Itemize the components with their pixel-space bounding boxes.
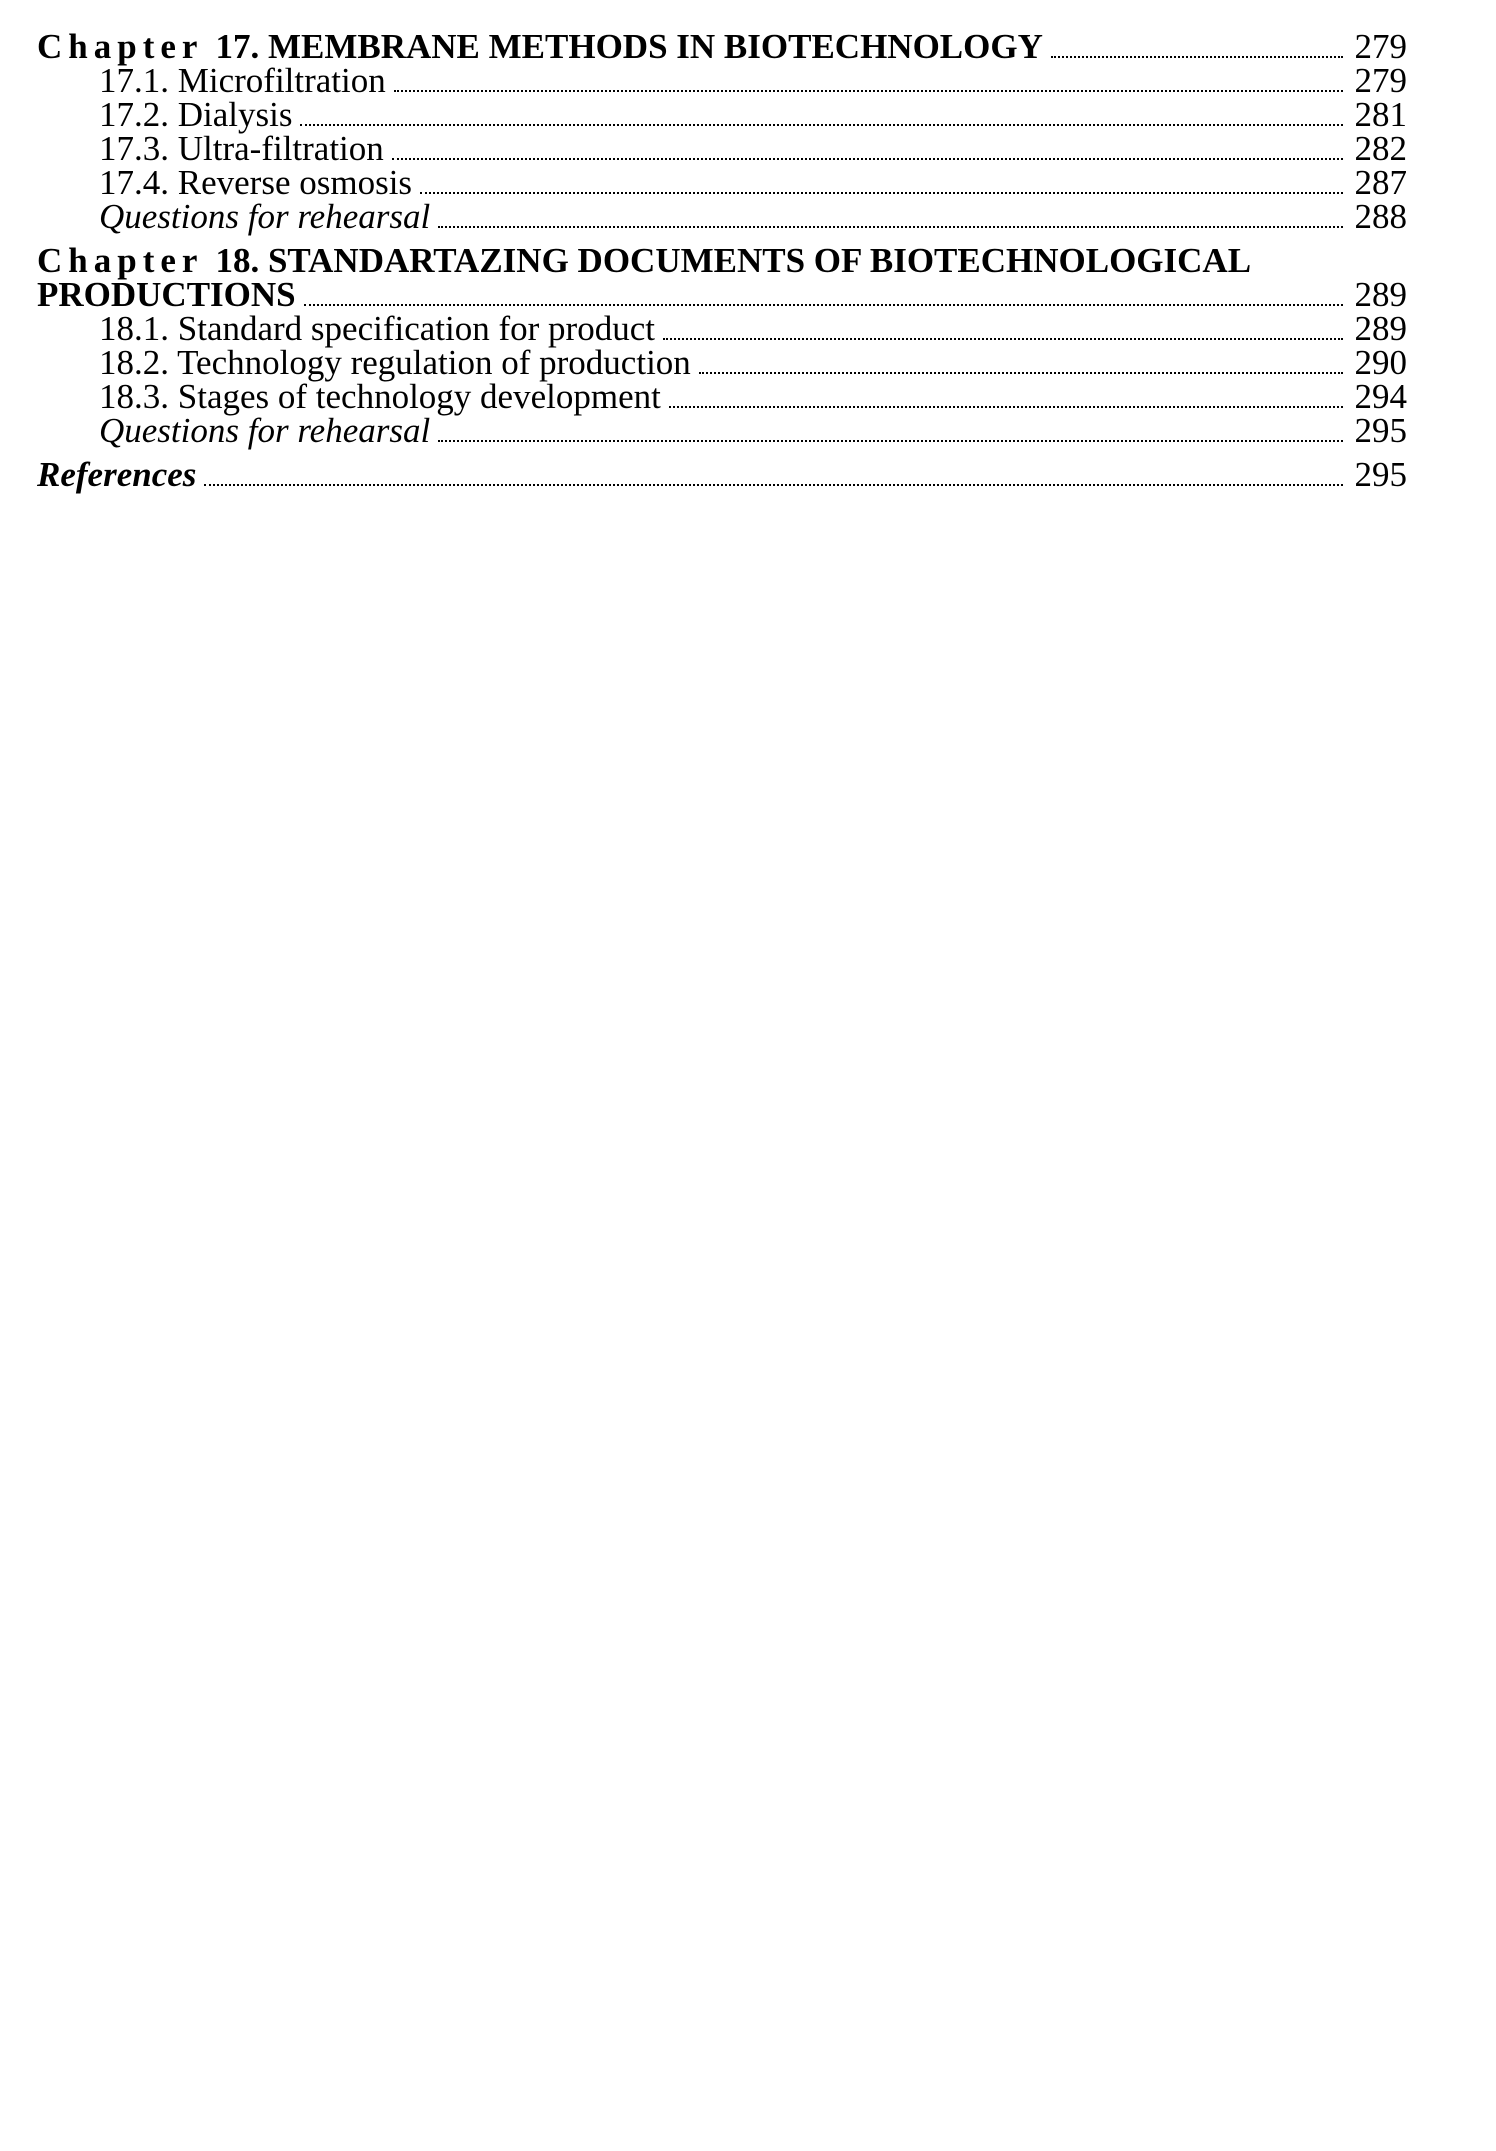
dot-leader (204, 484, 1343, 486)
dot-leader (438, 440, 1343, 442)
toc-section-17-1[interactable] (37, 61, 1407, 100)
toc-section-17-3[interactable] (37, 129, 1407, 168)
section-title: 18.1. Standard specification for product (99, 309, 655, 348)
page-number: 288 (1354, 197, 1407, 236)
chapter-prefix: Chapter (37, 27, 204, 66)
page-number: 295 (1354, 455, 1407, 494)
page-number: 287 (1354, 163, 1407, 202)
chapter-title-continued: PRODUCTIONS (37, 275, 296, 314)
dot-leader (300, 124, 1343, 126)
toc-chapter-18-line2[interactable] (37, 275, 1407, 314)
section-title: 17.4. Reverse osmosis (99, 163, 413, 202)
toc-questions-17[interactable] (37, 197, 1407, 236)
toc-section-18-1[interactable] (37, 309, 1407, 348)
section-title: 18.2. Technology regulation of production (99, 343, 691, 382)
table-of-contents (37, 28, 1407, 492)
dot-leader (394, 90, 1343, 92)
page-number: 294 (1354, 377, 1407, 416)
dot-leader (392, 158, 1343, 160)
chapter-title: 17. MEMBRANE METHODS IN BIOTECHNOLOGY (215, 27, 1043, 66)
dot-leader (1051, 56, 1343, 58)
page-number: 289 (1354, 309, 1407, 348)
section-title: 17.3. Ultra-filtration (99, 129, 384, 168)
toc-section-17-2[interactable] (37, 95, 1407, 134)
dot-leader (663, 338, 1343, 340)
dot-leader (699, 372, 1343, 374)
toc-questions-18[interactable] (37, 411, 1407, 450)
toc-section-17-4[interactable] (37, 163, 1407, 202)
section-title: Questions for rehearsal (99, 411, 431, 450)
chapter-heading (37, 27, 1043, 66)
toc-section-18-2[interactable] (37, 343, 1407, 382)
toc-section-18-3[interactable] (37, 377, 1407, 416)
section-title: 18.3. Stages of technology development (99, 377, 661, 416)
page-number: 279 (1354, 61, 1407, 100)
chapter-title: 18. STANDARTAZING DOCUMENTS OF BIOTECHNOLOGICAL (215, 241, 1252, 280)
page-number: 282 (1354, 129, 1407, 168)
page-number: 290 (1354, 343, 1407, 382)
section-title: 17.1. Microfiltration (99, 61, 386, 100)
chapter-prefix: Chapter (37, 241, 204, 280)
toc-chapter-17[interactable] (37, 27, 1407, 66)
toc-chapter-18-line1[interactable] (37, 241, 1407, 280)
page-number: 281 (1354, 95, 1407, 134)
page-number: 279 (1354, 27, 1407, 66)
dot-leader (420, 192, 1343, 194)
references-title: References (37, 455, 197, 494)
page-number: 289 (1354, 275, 1407, 314)
section-title: 17.2. Dialysis (99, 95, 293, 134)
toc-references[interactable] (37, 455, 1407, 494)
page-number: 295 (1354, 411, 1407, 450)
dot-leader (304, 304, 1343, 306)
dot-leader (669, 406, 1343, 408)
chapter-heading (37, 241, 1252, 280)
section-title: Questions for rehearsal (99, 197, 431, 236)
dot-leader (438, 226, 1343, 228)
